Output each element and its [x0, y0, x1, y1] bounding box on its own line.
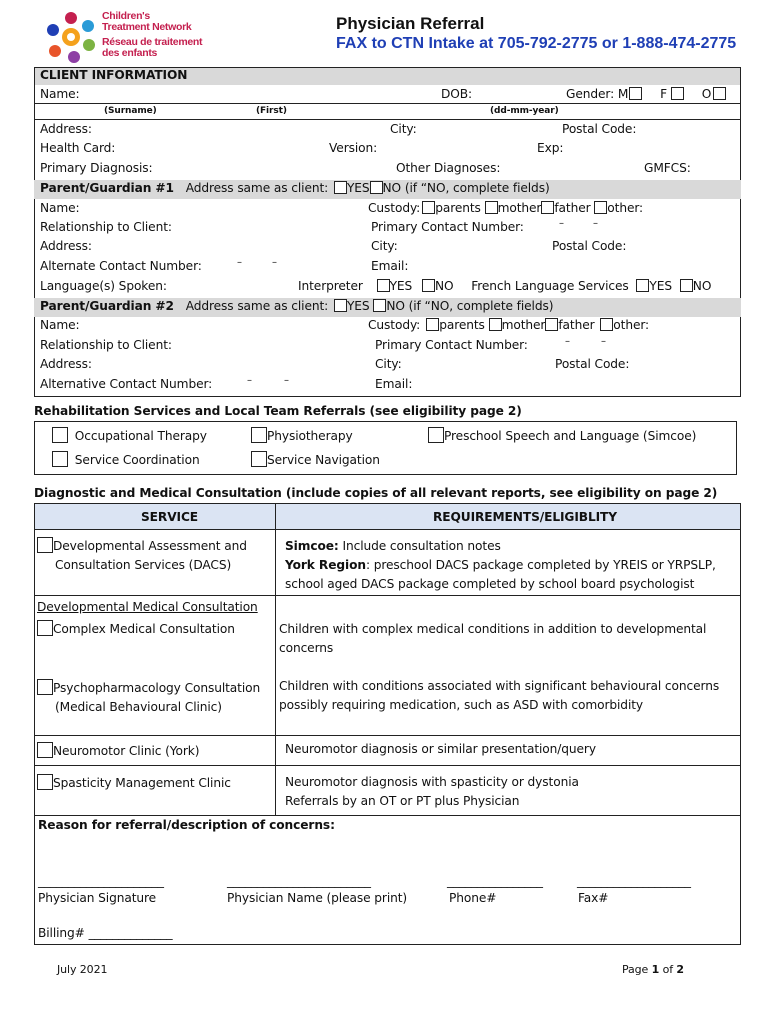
french-yes-label: YES [649, 279, 673, 293]
gmfcs-label: GMFCS: [644, 161, 691, 175]
ot-checkbox[interactable] [52, 427, 68, 443]
guardian2-relationship-label: Relationship to Client: [40, 338, 172, 352]
guardian2-header [40, 299, 553, 313]
page-total: 2 [676, 963, 684, 976]
guardian2-parents-checkbox[interactable] [426, 318, 439, 331]
guardian2-custody-label: Custody: [368, 318, 421, 332]
primary-diagnosis-label: Primary Diagnosis: [40, 161, 153, 175]
physician-signature-label: Physician Signature [38, 891, 157, 905]
interpreter-no-label: NO [434, 279, 454, 293]
psycho-req-2: possibly requiring medication, such as ASD with comorbidity [279, 698, 644, 712]
guardian1-interpreter [298, 279, 711, 293]
guardian1-custody [368, 201, 643, 215]
guardian1-alternate-label: Alternate Contact Number: [40, 259, 202, 273]
dob-format-hint: (dd-mm-year) [490, 106, 559, 116]
psycho-requirements [279, 677, 719, 715]
rehab-physio-option[interactable] [251, 427, 353, 443]
physician-name-label: Physician Name (please print) [227, 891, 408, 905]
version-label: Version: [329, 141, 378, 155]
guardian2-name-label: Name: [40, 318, 80, 332]
dacs-label-1: Developmental Assessment and [53, 539, 247, 553]
guardian2-alternative-label: Alternative Contact Number: [40, 377, 213, 391]
psycho-label-2: (Medical Behavioural Clinic) [55, 700, 222, 714]
page-current: 1 [651, 963, 660, 976]
complex-req-1: Children with complex medical conditions in addition to developmental [279, 622, 707, 636]
navigation-label: Service Navigation [267, 453, 380, 467]
spasticity-option[interactable] [37, 774, 231, 790]
guardian1-yes-label: YES [346, 181, 370, 195]
speech-label: Preschool Speech and Language (Simcoe) [444, 429, 697, 443]
guardian2-other-label: other: [613, 318, 650, 332]
client-name-label: Name: [40, 87, 80, 101]
speech-checkbox[interactable] [428, 427, 444, 443]
guardian1-no-checkbox[interactable] [370, 181, 383, 194]
guardian2-other-checkbox[interactable] [600, 318, 613, 331]
physician-name-line[interactable]: ________________________ [227, 874, 371, 888]
client-city-label: City: [390, 122, 417, 136]
navigation-checkbox[interactable] [251, 451, 267, 467]
psycho-option[interactable] [37, 679, 260, 717]
guardian1-other-checkbox[interactable] [594, 201, 607, 214]
signature-line[interactable]: _____________________ [38, 874, 164, 888]
complex-requirements [279, 620, 706, 658]
psycho-req-1: Children with conditions associated with significant behavioural concerns [279, 679, 720, 693]
page-number [622, 963, 684, 976]
guardian1-address-label: Address: [40, 239, 92, 253]
billing-line[interactable]: ______________ [88, 926, 173, 940]
logo [44, 10, 203, 66]
french-no-label: NO [692, 279, 712, 293]
york-label: York Region [285, 558, 366, 572]
coordination-label: Service Coordination [74, 453, 200, 467]
dacs-label-2: Consultation Services (DACS) [55, 558, 232, 572]
guardian2-no-label: NO (if “NO, complete fields) [386, 299, 554, 313]
logo-line-1: Children's [102, 10, 150, 22]
client-postal-label: Postal Code: [562, 122, 637, 136]
guardian1-other-label: other: [607, 201, 644, 215]
rehab-coordination-option[interactable] [52, 451, 200, 467]
gender-m-checkbox[interactable] [629, 87, 642, 100]
col-service-header: SERVICE [141, 510, 199, 524]
guardian2-primary-dash-1: – [565, 336, 570, 347]
guardian1-parents-checkbox[interactable] [422, 201, 435, 214]
neuro-requirements: Neuromotor diagnosis or similar presentation/query [285, 742, 596, 756]
footer-date: July 2021 [57, 963, 108, 976]
simcoe-text: Include consultation notes [338, 539, 501, 553]
guardian2-alt-dash-2: – [284, 375, 289, 386]
rehab-title: Rehabilitation Services and Local Team Referrals (see eligibility page 2) [34, 404, 522, 418]
dacs-requirements [285, 537, 716, 594]
gender-o-label: O [701, 87, 712, 101]
guardian2-father-checkbox[interactable] [545, 318, 558, 331]
guardian2-title: Parent/Guardian #2 [40, 299, 174, 313]
billing [38, 926, 172, 940]
reason-label: Reason for referral/description of concerns: [38, 818, 335, 832]
page-title: Physician Referral [336, 14, 485, 33]
guardian1-title: Parent/Guardian #1 [40, 181, 174, 195]
other-diagnoses-label: Other Diagnoses: [396, 161, 501, 175]
york-text: : preschool DACS package completed by YREIS or YRPSLP, [365, 558, 716, 572]
ctn-logo-icon [44, 10, 98, 64]
client-section-title: CLIENT INFORMATION [40, 68, 188, 82]
neuro-label: Neuromotor Clinic (York) [53, 744, 200, 758]
rehab-speech-option[interactable] [428, 427, 696, 443]
spasticity-req-1: Neuromotor diagnosis with spasticity or dystonia [285, 775, 579, 789]
health-card-label: Health Card: [40, 141, 116, 155]
guardian2-primary-dash-2: – [601, 336, 606, 347]
guardian1-alt-dash-2: – [272, 257, 277, 268]
interpreter-label: Interpreter [298, 279, 363, 293]
diag-title: Diagnostic and Medical Consultation (include copies of all relevant reports, see eligibility on page 2) [34, 486, 718, 500]
dacs-option[interactable] [37, 537, 247, 575]
logo-line-3: Réseau de traitement [102, 36, 203, 48]
guardian2-city-label: City: [375, 357, 402, 371]
dev-med-heading: Developmental Medical Consultation [37, 600, 258, 614]
guardian1-no-label: NO (if “NO, complete fields) [382, 181, 550, 195]
guardian1-father-checkbox[interactable] [541, 201, 554, 214]
physio-checkbox[interactable] [251, 427, 267, 443]
guardian2-postal-label: Postal Code: [555, 357, 630, 371]
interpreter-no-checkbox[interactable] [422, 279, 435, 292]
guardian1-primary-dash-1: – [559, 218, 564, 229]
simcoe-label: Simcoe: [285, 539, 339, 553]
guardian2-father-label: father [558, 318, 595, 332]
client-gender-label [566, 87, 726, 101]
dacs-checkbox[interactable] [37, 537, 53, 553]
interpreter-yes-label: YES [389, 279, 413, 293]
guardian1-languages-label: Language(s) Spoken: [40, 279, 167, 293]
york-text-2: school aged DACS package completed by school board psychologist [285, 577, 695, 591]
french-yes-checkbox[interactable] [636, 279, 649, 292]
psycho-checkbox[interactable] [37, 679, 53, 695]
guardian2-primary-contact-label: Primary Contact Number: [375, 338, 528, 352]
spasticity-label: Spasticity Management Clinic [53, 776, 231, 790]
guardian2-yes-checkbox[interactable] [334, 299, 347, 312]
guardian2-custody [368, 318, 649, 332]
complex-label: Complex Medical Consultation [53, 622, 235, 636]
guardian1-custody-label: Custody: [368, 201, 421, 215]
fax-label: Fax# [578, 891, 609, 905]
logo-line-2: Treatment Network [102, 21, 192, 33]
guardian1-same-address: Address same as client: [185, 181, 329, 195]
guardian2-parents-label: parents [439, 318, 485, 332]
complex-checkbox[interactable] [37, 620, 53, 636]
spasticity-requirements [285, 773, 579, 811]
guardian1-city-label: City: [371, 239, 398, 253]
guardian1-primary-dash-2: – [593, 218, 598, 229]
guardian1-email-label: Email: [371, 259, 409, 273]
gender-f-checkbox[interactable] [671, 87, 684, 100]
col-requirements-header: REQUIREMENTS/ELIGIBLITY [433, 510, 617, 524]
page-of: of [659, 963, 677, 976]
neuro-option[interactable] [37, 742, 199, 758]
guardian2-same-address: Address same as client: [185, 299, 329, 313]
spasticity-req-2: Referrals by an OT or PT plus Physician [285, 794, 520, 808]
logo-line-4: des enfants [102, 47, 158, 59]
billing-label: Billing# [38, 926, 85, 940]
french-services-label: French Language Services [471, 279, 629, 293]
guardian1-header [40, 181, 550, 195]
fax-line: FAX to CTN Intake at 705-792-2775 or 1-888-474-2775 [336, 35, 737, 52]
psycho-label-1: Psychopharmacology Consultation [53, 681, 261, 695]
gender-o-checkbox[interactable] [713, 87, 726, 100]
guardian1-parents-label: parents [435, 201, 481, 215]
guardian2-yes-label: YES [346, 299, 370, 313]
complex-req-2: concerns [279, 641, 334, 655]
neuro-checkbox[interactable] [37, 742, 53, 758]
gender-m-label: Gender: M [566, 87, 629, 101]
spasticity-checkbox[interactable] [37, 774, 53, 790]
guardian1-name-label: Name: [40, 201, 80, 215]
guardian2-no-checkbox[interactable] [373, 299, 386, 312]
french-no-checkbox[interactable] [680, 279, 693, 292]
fax-line-blank[interactable]: ___________________ [577, 874, 691, 888]
phone-label: Phone# [449, 891, 497, 905]
guardian2-email-label: Email: [375, 377, 413, 391]
phone-line[interactable]: ________________ [447, 874, 543, 888]
guardian2-mother-label: mother [501, 318, 546, 332]
client-dob-label: DOB: [441, 87, 473, 101]
client-address-label: Address: [40, 122, 92, 136]
guardian2-mother-checkbox[interactable] [489, 318, 502, 331]
coordination-checkbox[interactable] [52, 451, 68, 467]
guardian1-primary-contact-label: Primary Contact Number: [371, 220, 524, 234]
guardian2-address-label: Address: [40, 357, 92, 371]
exp-label: Exp: [537, 141, 564, 155]
complex-option[interactable] [37, 620, 235, 636]
surname-hint: (Surname) [104, 106, 157, 116]
guardian1-relationship-label: Relationship to Client: [40, 220, 172, 234]
physio-label: Physiotherapy [267, 429, 353, 443]
guardian1-mother-checkbox[interactable] [485, 201, 498, 214]
ot-label: Occupational Therapy [74, 429, 207, 443]
guardian1-postal-label: Postal Code: [552, 239, 627, 253]
gender-f-label: F [660, 87, 667, 101]
guardian1-mother-label: mother [497, 201, 542, 215]
guardian1-alt-dash-1: – [237, 257, 242, 268]
page-prefix: Page [622, 963, 652, 976]
first-hint: (First) [256, 106, 287, 116]
interpreter-yes-checkbox[interactable] [377, 279, 390, 292]
guardian1-yes-checkbox[interactable] [334, 181, 347, 194]
rehab-ot-option[interactable] [52, 427, 207, 443]
guardian1-father-label: father [554, 201, 591, 215]
rehab-navigation-option[interactable] [251, 451, 380, 467]
guardian2-alt-dash-1: – [247, 375, 252, 386]
